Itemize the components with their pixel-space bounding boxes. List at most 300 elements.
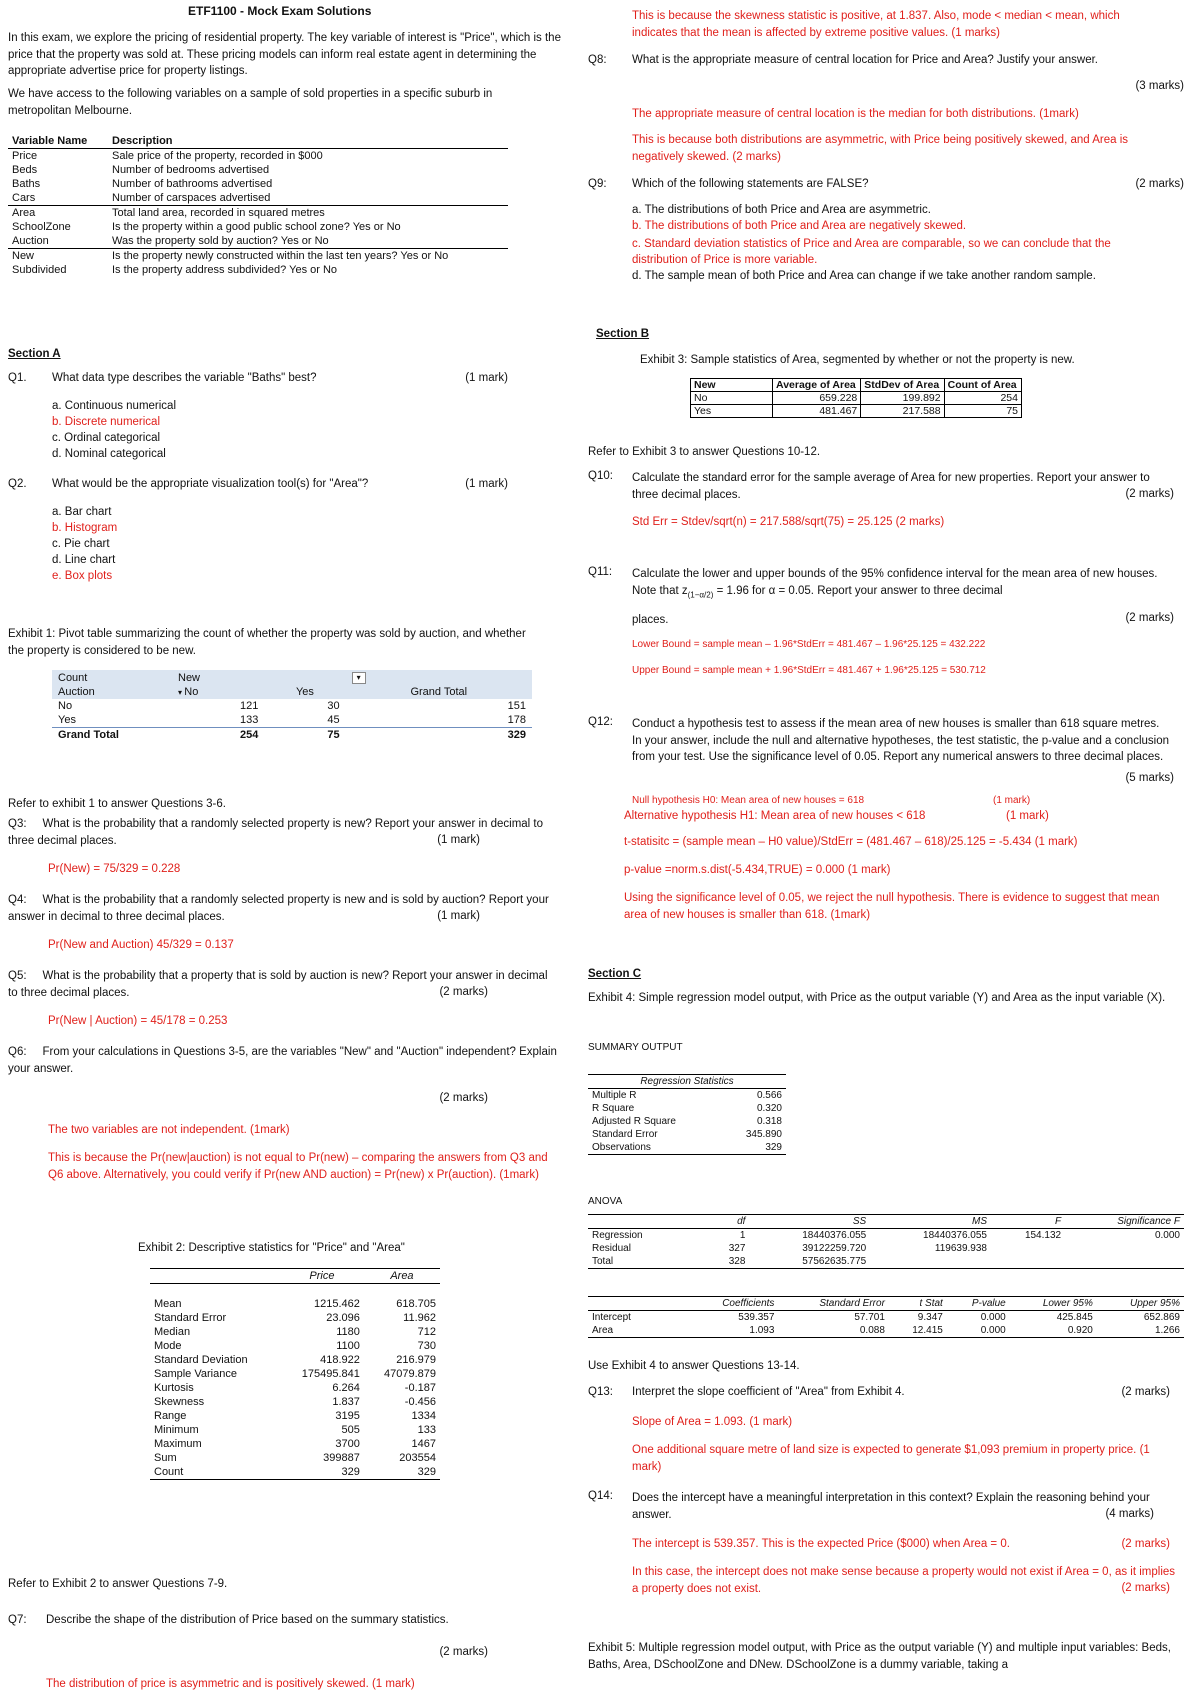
answer: Std Err = Stdev/sqrt(n) = 217.588/sqrt(75) = 25.125 (2 marks) [632,516,945,528]
anova-cell [870,1255,991,1269]
anova-cell [1065,1255,1184,1269]
marks: (4 marks) [1105,1508,1154,1520]
marks: (2 marks) [439,986,488,998]
stat-area: -0.187 [404,1382,436,1394]
stats-row [150,1339,440,1353]
coefficients-table [588,1296,1184,1338]
column-area: Area [390,1270,414,1282]
answer-explanation: This is because the Pr(new|auction) is not equal to Pr(new) – comparing the answers from Q3 and Q6 above. Alternatively, you could verify if Pr(new AND auction) = Pr(new) x Pr(auction). (1mark) [48,1152,548,1181]
stat-area: 712 [417,1326,436,1338]
stats-row [150,1409,440,1423]
null-hypothesis-marks: (1 mark) [993,795,1031,806]
descriptive-stats-table [150,1268,440,1480]
variable-row [8,249,508,264]
stat-area: 11.962 [403,1312,436,1324]
variable-row [8,206,508,221]
stat-area: 618.705 [396,1298,436,1310]
anova-cell: 0.000 [1154,1230,1180,1241]
question-8 [588,54,1184,174]
stat-area: 1334 [411,1410,436,1422]
stat-label: Range [154,1410,187,1422]
question-12 [588,716,1184,936]
anova-row [588,1229,1184,1243]
answer-marks: (2 marks) [1121,1538,1170,1550]
option-c: c. Ordinal categorical [52,432,161,444]
question-11 [588,566,1184,686]
pivot-auction-label: Auction [58,686,95,698]
stat-area: 216.979 [396,1354,436,1366]
stat-price: 505 [341,1424,360,1436]
answer: Slope of Area = 1.093. (1 mark) [632,1416,793,1428]
stats-row [150,1451,440,1465]
marks: (2 marks) [1125,612,1174,624]
coefficient-cell: 1.266 [1154,1325,1180,1336]
anova-cell [991,1242,1065,1255]
question-number: Q12: [588,716,613,728]
anova-row-label: Total [592,1256,614,1267]
pivot-yes-label: Yes [295,686,314,698]
question-number: Q5: [8,970,27,982]
variable-name: Cars [12,192,36,204]
pivot-new-label: New [178,671,201,684]
question-number: Q2. [8,478,27,490]
stat-price: 23.096 [326,1312,360,1324]
question-1 [8,372,508,472]
row-label: No [691,392,773,405]
anova-row [588,1255,1184,1269]
stats-row [150,1284,440,1312]
question-9 [588,178,1184,288]
stat-price: 3195 [335,1410,360,1422]
question-number: Q14: [588,1490,613,1502]
anova-header [588,1215,1184,1229]
page-title: ETF1100 - Mock Exam Solutions [188,4,372,18]
stat-label: Standard Error [154,1312,227,1324]
pivot-grand-total-label: Grand Total [410,686,468,698]
section-a-heading: Section A [8,348,61,360]
stat-price: 1100 [336,1340,360,1352]
marks: (2 marks) [439,1092,488,1104]
anova-row-label: Regression [592,1230,643,1241]
question-text: Describe the shape of the distribution of Price based on the summary statistics. [46,1614,449,1626]
stat-price: 1.837 [332,1396,360,1408]
exhibit-3-table [690,378,1022,418]
question-13 [588,1386,1184,1496]
question-text: What would be the appropriate visualization tool(s) for "Area"? [52,478,369,490]
anova-cell: 57562635.775 [802,1256,867,1267]
stat-area: 47079.879 [384,1368,436,1380]
coefficients-header-cell: Coefficients [722,1298,775,1309]
stats-row [150,1381,440,1395]
pivot-count-label: Count [58,671,88,684]
coefficients-header-cell: t Stat [919,1298,943,1309]
answer: The intercept is 539.357. This is the expected Price ($000) when Area = 0. [632,1538,1010,1550]
anova-cell [1065,1242,1184,1255]
stat-area: 203554 [399,1452,436,1464]
option-b-answer: b. Discrete numerical [52,416,161,428]
coefficients-header-cell: Lower 95% [1042,1298,1093,1309]
anova-header-cell: df [737,1216,746,1227]
stat-label: Minimum [154,1424,199,1436]
option-d: d. Nominal categorical [52,448,166,460]
pivot-cell: 329 [507,729,526,741]
regression-stat-row [588,1141,786,1155]
coefficient-label: Area [592,1325,614,1336]
cell: 254 [944,392,1021,405]
question-number: Q11: [588,566,613,578]
variable-description: Sale price of the property, recorded in $000 [112,150,323,162]
question-text-part-3: places. [632,614,669,626]
marks: (2 marks) [1121,1386,1170,1398]
stat-price: 175495.841 [301,1368,360,1380]
variable-description: Number of carspaces advertised [112,192,271,204]
question-text: What is the probability that a property that is sold by auction is new? Report your answer in decimal to three decimal places. [8,970,548,999]
question-text: Calculate the lower and upper bounds of the 95% confidence interval for the mean area of new houses. Note that $z_{(1-\alpha/2)} = 1.96$ for α = 0.05. Report your answer to three decimal [632,568,1158,599]
question-text: What is the probability that a randomly selected property is new and is sold by auction? Report your answer in decimal to three decimal places. [8,894,549,923]
p-value: p-value =norm.s.dist(-5.434,TRUE) = 0.000 (1 mark) [624,864,891,876]
alternative-hypothesis: Alternative hypothesis H1: Mean area of new houses < 618 [624,810,926,822]
coefficient-cell: 539.357 [738,1312,775,1323]
question-text: From your calculations in Questions 3-5, are the variables "New" and "Auction" independent? Explain your answer. [8,1046,557,1075]
cell: 199.892 [861,392,944,405]
question-text: Which of the following statements are FALSE? [632,178,869,190]
coefficient-cell: 0.000 [980,1312,1006,1323]
anova-cell [991,1255,1065,1269]
question-text: Does the intercept have a meaningful interpretation in this context? Explain the reasoning behind your answer. [632,1492,1150,1521]
answer: Pr(New) = 75/329 = 0.228 [48,863,181,876]
answer-explanation: This is because both distributions are asymmetric, with Price being positively skewed, and Area is negatively skewed. (2 marks) [632,134,1129,163]
question-number: Q13: [588,1386,613,1398]
stat-label: Count [154,1466,184,1478]
regression-stat-row [588,1115,786,1128]
regression-statistics-table [588,1074,786,1155]
intro-paragraph-2: We have access to the following variables on a sample of sold properties in a specific suburb in metropolitan Melbourne. [8,88,493,117]
stat-area: 329 [417,1466,436,1478]
question-number: Q10: [588,470,613,482]
section-b-heading: Section B [596,328,650,340]
coefficient-cell: 12.415 [912,1325,943,1336]
variable-row [8,220,508,234]
question-number: Q7: [8,1614,27,1626]
pivot-cell: 151 [507,700,526,712]
regression-stat-row [588,1102,786,1115]
stat-price: 1215.462 [313,1298,360,1310]
variable-name: Area [12,207,36,219]
stat-value: 0.566 [756,1090,782,1101]
header-stddev: StdDev of Area [861,379,944,392]
pivot-cell: 121 [239,700,259,712]
marks: (1 mark) [465,478,508,490]
stat-label: Skewness [154,1396,205,1408]
coefficient-cell: 0.920 [1067,1325,1093,1336]
option-a: a. Continuous numerical [52,400,177,412]
stat-area: 1467 [411,1438,436,1450]
stat-value: 0.320 [756,1103,782,1114]
pivot-cell: 178 [507,714,526,726]
coefficients-header-cell: Upper 95% [1129,1298,1180,1309]
anova-header-cell: MS [971,1216,987,1227]
header-variable-name: Variable Name [12,135,88,147]
stat-label: Median [154,1326,191,1338]
question-6 [8,1044,560,1194]
filter-dropdown-icon[interactable]: ▾ [352,672,366,684]
option-a: a. The distributions of both Price and Area are asymmetric. [632,204,931,216]
variable-name: Baths [12,178,41,190]
variable-row [8,234,508,249]
stat-label: R Square [592,1103,635,1114]
pivot-no-label: No [184,686,199,698]
anova-table [588,1214,1184,1269]
question-number: Q4: [8,894,27,906]
question-7 [8,1614,560,1694]
question-text: What data type describes the variable "Baths" best? [52,372,317,384]
stat-label: Standard Deviation [154,1354,248,1366]
pivot-cell: 75 [327,729,340,741]
conclusion: Using the significance level of 0.05, we reject the null hypothesis. There is evidence to suggest that mean area of new houses is smaller than 618. (1mark) [624,892,1160,921]
stat-label: Mean [154,1298,182,1310]
answer-lower-bound: Lower Bound = sample mean – 1.96*StdErr = 481.467 – 1.96*25.125 = 432.222 [632,639,986,650]
section-c-heading: Section C [588,968,642,980]
coefficient-cell: 0.088 [859,1325,885,1336]
alternative-hypothesis-marks: (1 mark) [1006,810,1049,822]
coefficient-cell: 1.093 [749,1325,775,1336]
coefficients-header-cell [588,1297,688,1311]
refer-exhibit-3: Refer to Exhibit 3 to answer Questions 10-12. [588,446,821,458]
row-label: Yes [691,405,773,418]
variable-name: Beds [12,164,38,176]
null-hypothesis: Null hypothesis H0: Mean area of new houses = 618 [632,795,865,806]
pivot-table [52,670,532,742]
stat-price: 399887 [323,1452,360,1464]
cell: 75 [944,405,1021,418]
answer-explanation-marks: (2 marks) [1121,1582,1170,1594]
stat-price: 329 [341,1466,360,1478]
anova-cell: 154.132 [1024,1230,1062,1241]
marks: (3 marks) [1135,80,1184,92]
stat-label: Standard Error [592,1129,658,1140]
question-text: What is the probability that a randomly selected property is new? Report your answer in decimal to three decimal places. [8,818,544,847]
option-a: a. Bar chart [52,506,112,518]
pivot-cell: 45 [327,714,340,726]
stat-area: -0.456 [404,1396,436,1408]
answer-upper-bound: Upper Bound = sample mean + 1.96*StdErr = 481.467 + 1.96*25.125 = 530.712 [632,665,986,676]
marks: (5 marks) [1125,772,1174,784]
marks: (1 mark) [437,910,480,922]
variable-row [8,191,508,206]
stat-value: 0.318 [756,1116,782,1127]
question-10 [588,470,1184,540]
anova-header-cell: SS [852,1216,867,1227]
stats-row [150,1353,440,1367]
anova-row-label: Residual [592,1243,631,1254]
exhibit-3-caption: Exhibit 3: Sample statistics of Area, segmented by whether or not the property is new. [640,354,1075,366]
stat-label: Sum [154,1452,177,1464]
question-text-part-2: = 1.96 for α = 0.05. Report your answer to three decimal [713,584,1003,597]
stat-area: 730 [417,1340,436,1352]
stats-row [150,1395,440,1409]
anova-header-cell: F [1054,1216,1062,1227]
variable-row [8,149,508,164]
stat-label: Sample Variance [154,1368,237,1380]
cell: 659.228 [773,392,861,405]
anova-cell: 327 [728,1243,746,1254]
q7-answer-continued: This is because the skewness statistic is positive, at 1.837. Also, mode < median < mean, which indicates that the mean is affected by extreme positive values. (1 marks) [632,10,1120,39]
question-text-part-1: Calculate the lower and upper bounds of the 95% confidence interval for the mean area of new houses. Note that z [632,568,1158,597]
question-number: Q8: [588,54,607,66]
variable-description: Total land area, recorded in squared metres [112,207,325,219]
filter-arrow-icon[interactable]: ▾ [178,688,185,697]
variable-description: Number of bedrooms advertised [112,164,270,176]
regression-stat-row [588,1089,786,1103]
option-b-answer: b. Histogram [52,522,118,534]
coefficients-header-cell: Standard Error [819,1298,885,1309]
regression-stat-row [588,1128,786,1141]
question-text: Calculate the standard error for the sample average of Area for new properties. Report your answer to three decimal places. [632,472,1150,501]
header-average: Average of Area [773,379,861,392]
variable-description: Was the property sold by auction? Yes or No [112,235,329,247]
stats-row [150,1423,440,1437]
coefficient-label: Intercept [592,1312,631,1323]
coefficients-header [588,1297,1184,1311]
answer-explanation: One additional square metre of land size is expected to generate $1,093 premium in property price. (1 mark) [632,1444,1150,1473]
question-number: Q9: [588,178,607,190]
question-4 [8,892,560,954]
coefficients-header-cell: P-value [971,1298,1006,1309]
option-b-answer: b. The distributions of both Price and Area are negatively skewed. [632,220,967,232]
pivot-row-label: No [58,700,73,712]
question-number: Q6: [8,1046,27,1058]
anova-header-cell: Significance F [1117,1216,1180,1227]
coefficient-row [588,1324,1184,1338]
coefficient-cell: 9.347 [917,1312,943,1323]
header-count: Count of Area [944,379,1021,392]
cell: 217.588 [861,405,944,418]
variable-table [8,134,508,277]
stat-price: 6.264 [332,1382,360,1394]
test-statistic: t-statisitc = (sample mean – H0 value)/StdErr = (481.467 – 618)/25.125 = -5.434 (1 mark) [624,836,1078,848]
stat-price: 1180 [336,1326,360,1338]
intro-paragraph: In this exam, we explore the pricing of residential property. The key variable of interest is "Price", which is the price that the property was sold at. These pricing models can inform real estate agent in determining the appropriate advertise price for property listings. [8,32,561,78]
variable-name: Price [12,150,38,162]
marks: (1 mark) [437,834,480,846]
anova-cell: 119639.938 [934,1243,987,1254]
stats-row [150,1367,440,1381]
variable-description: Is the property within a good public school zone? Yes or No [112,221,401,233]
pivot-cell: 254 [239,729,259,741]
stats-row [150,1465,440,1480]
anova-header-cell [588,1215,708,1229]
coefficient-cell: 425.845 [1056,1312,1093,1323]
variable-description: Is the property newly constructed within the last ten years? Yes or No [112,250,449,262]
exhibit-5-caption: Exhibit 5: Multiple regression model output, with Price as the output variable (Y) and multiple input variables: Beds, Baths, Area, DSchoolZone and DNew. DSchoolZone is a dummy variable, taking a [588,1642,1171,1671]
variable-description: Is the property address subdivided? Yes or No [112,264,338,276]
exhibit-1-caption: Exhibit 1: Pivot table summarizing the count of whether the property was sold by auction, and whether the property is considered to be new. [8,628,526,657]
stat-label: Observations [592,1142,651,1153]
stat-label: Adjusted R Square [592,1116,676,1127]
question-2 [8,478,508,588]
anova-cell: 18440376.055 [923,1230,987,1241]
marks: (2 marks) [1125,488,1174,500]
stats-row [150,1437,440,1451]
pivot-cell: 30 [327,700,340,712]
pivot-row-label: Yes [58,714,76,726]
variable-name: Auction [12,235,49,247]
marks: (2 marks) [439,1646,488,1658]
header-description: Description [112,135,173,147]
coefficient-cell: 652.869 [1143,1312,1180,1323]
column-price: Price [309,1270,335,1282]
answer: Pr(New | Auction) = 45/178 = 0.253 [48,1015,228,1028]
question-number: Q1. [8,372,27,384]
variable-name: Subdivided [12,264,67,276]
stat-label: Kurtosis [154,1382,194,1394]
variable-name: New [12,250,35,262]
exhibit-2-caption: Exhibit 2: Descriptive statistics for "Price" and "Area" [138,1242,405,1254]
answer: The appropriate measure of central location is the median for both distributions. (1mark) [632,108,1079,120]
option-c-answer: c. Standard deviation statistics of Price and Area are comparable, so we can conclude that the distribution of Price is more variable. [632,238,1111,267]
variable-row [8,163,508,177]
header-new: New [691,379,773,392]
stat-price: 3700 [335,1438,360,1450]
anova-cell: 1 [739,1230,746,1241]
anova-label: ANOVA [588,1196,623,1207]
stats-row [150,1311,440,1325]
anova-row [588,1242,1184,1255]
exhibit-4-caption: Exhibit 4: Simple regression model output, with Price as the output variable (Y) and Area as the input variable (X). [588,992,1166,1004]
variable-description: Number of bathrooms advertised [112,178,273,190]
question-number: Q3: [8,818,27,830]
stat-area: 133 [417,1424,436,1436]
answer-explanation: In this case, the intercept does not make sense because a property would not exist if Area = 0, as it implies a property does not exist. [632,1566,1176,1595]
stat-label: Mode [154,1340,182,1352]
answer: The two variables are not independent. (1mark) [48,1124,290,1136]
question-text: Interpret the slope coefficient of "Area" from Exhibit 4. [632,1386,905,1398]
option-e-answer: e. Box plots [52,570,113,582]
question-3 [8,816,560,878]
refer-exhibit-2: Refer to Exhibit 2 to answer Questions 7-9. [8,1578,228,1590]
refer-exhibit-1: Refer to exhibit 1 to answer Questions 3-6. [8,798,226,810]
coefficient-cell: 57.701 [854,1312,885,1323]
question-text: What is the appropriate measure of central location for Price and Area? Justify your answer. [632,54,1098,66]
question-14 [588,1490,1184,1610]
coefficient-row [588,1311,1184,1325]
regression-statistics-title: Regression Statistics [640,1076,734,1087]
stat-label: Multiple R [592,1090,637,1101]
variable-row [8,263,508,277]
option-c: c. Pie chart [52,538,110,550]
stat-value: 329 [765,1142,782,1153]
question-5 [8,968,560,1030]
answer: The distribution of price is asymmetric and is positively skewed. (1 mark) [46,1678,415,1690]
variable-name: SchoolZone [12,221,71,233]
refer-exhibit-4: Use Exhibit 4 to answer Questions 13-14. [588,1360,800,1372]
cell: 481.467 [773,405,861,418]
question-text: Conduct a hypothesis test to assess if the mean area of new houses is smaller than 618 square metres. In your answer, include the null and alternative hypotheses, the test statistic, the p-value and a conclusion from your test. Use the significance level of 0.05. Report any numerical answers to three decimal places. [632,718,1169,764]
stat-label: Maximum [154,1438,202,1450]
option-d: d. Line chart [52,554,116,566]
stats-row [150,1325,440,1339]
option-d: d. The sample mean of both Price and Area can change if we take another random sample. [632,270,1096,282]
pivot-row-label: Grand Total [58,729,119,741]
stat-price: 418.922 [320,1354,360,1366]
marks: (2 marks) [1135,178,1184,190]
pivot-cell: 133 [239,714,259,726]
summary-output-label: SUMMARY OUTPUT [588,1042,683,1053]
anova-cell: 328 [728,1256,746,1267]
coefficient-cell: 0.000 [980,1325,1006,1336]
marks: (1 mark) [465,372,508,384]
stat-value: 345.890 [745,1129,782,1140]
